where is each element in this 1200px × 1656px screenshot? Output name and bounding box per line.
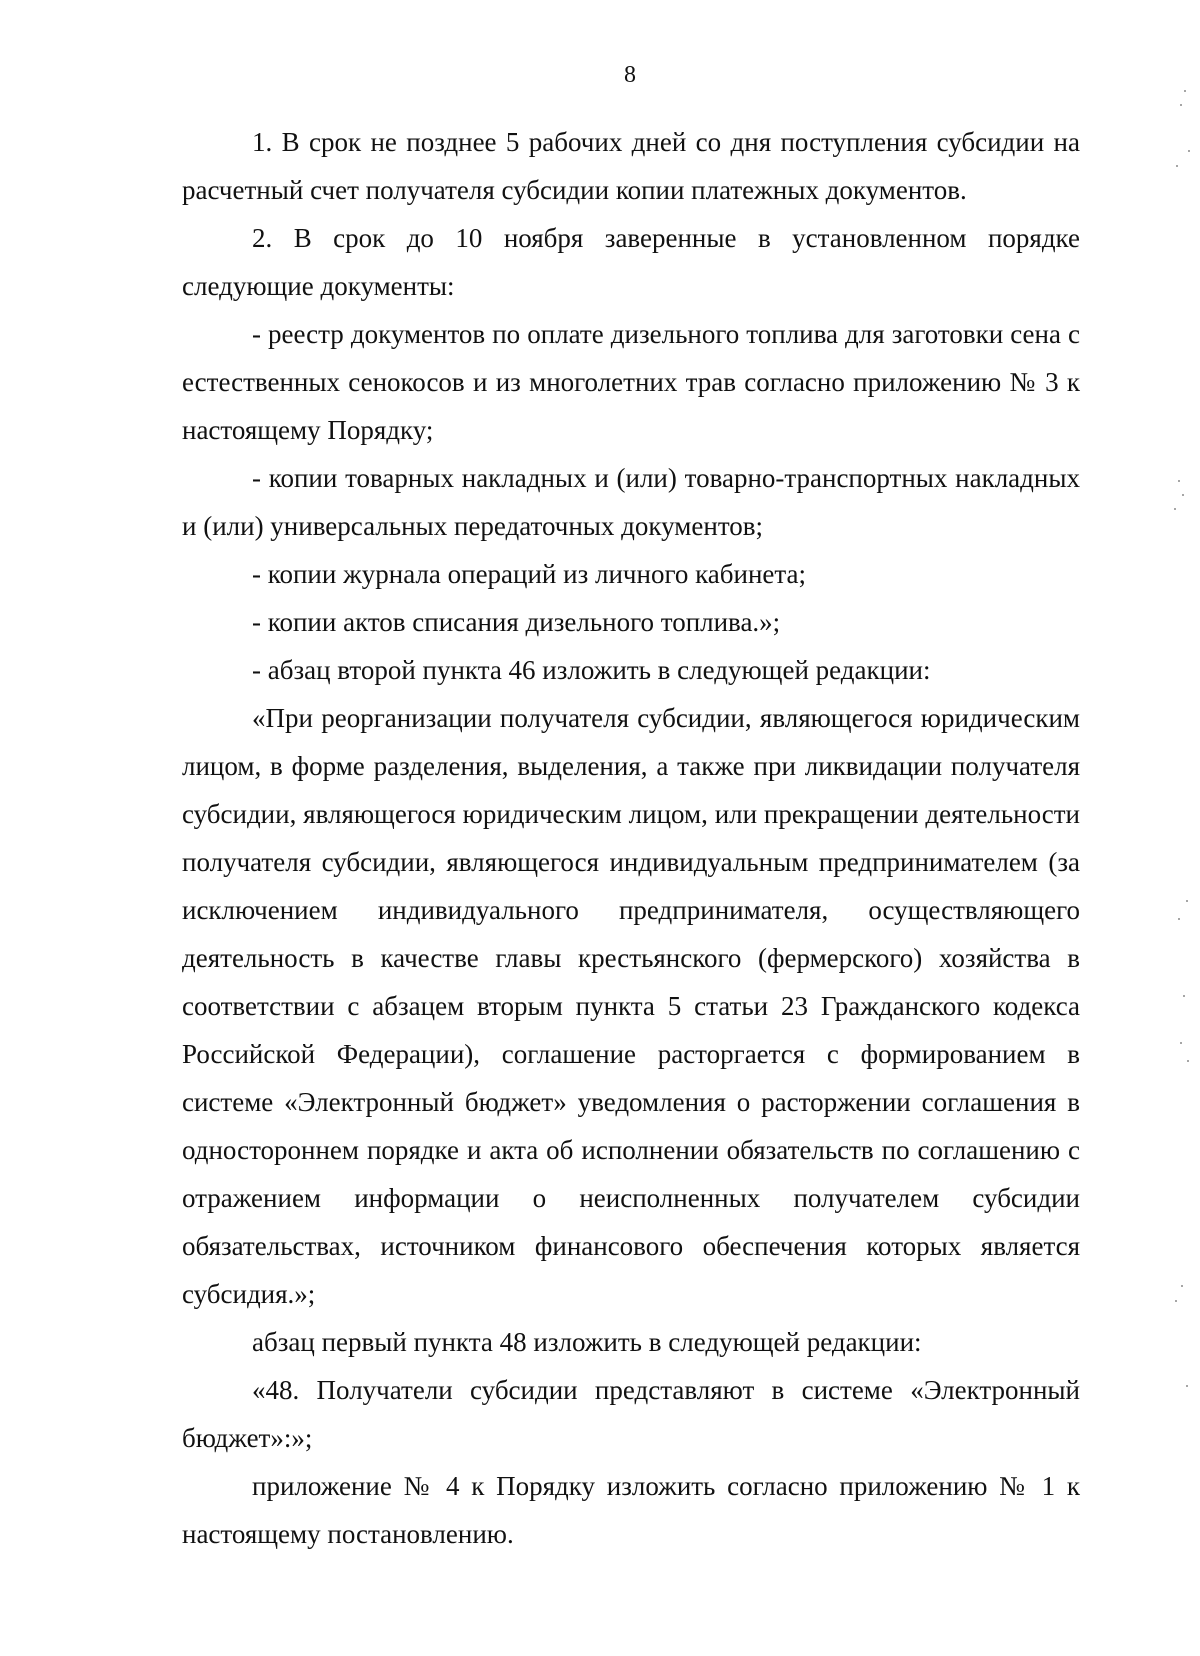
paragraph-1: 1. В срок не позднее 5 рабочих дней со дня поступления субсидии на расчетный счет получателя субсидии копии платежных документов. — [182, 127, 1080, 205]
paragraph-5: - копии журнала операций из личного кабинета; — [252, 559, 807, 589]
document-body — [182, 118, 1080, 1558]
paragraph-8: «При реорганизации получателя субсидии, являющегося юридическим лицом, в форме разделения, выделения, а также при ликвидации получателя субсидии, являющегося юридическим лицом, или прекращении деятельности получателя субсидии, являющегося индивидуальным предпринимателем (за исключением индивидуального предпринимателя, осуществляющего деятельность в качестве главы крестьянского (фермерского) хозяйства в соответствии с абзацем вторым пункта 5 статьи 23 Гражданского кодекса Российской Федерации), соглашение расторгается с формированием в системе «Электронный бюджет» уведомления о расторжении соглашения в одностороннем порядке и акта об исполнении обязательств по соглашению с отражением информации о неисполненных получателем субсидии обязательствах, источником финансового обеспечения которых является субсидия.»; — [182, 703, 1080, 1309]
page-number: 8 — [624, 62, 636, 88]
paragraph-7: - абзац второй пункта 46 изложить в следующей редакции: — [252, 655, 931, 685]
paragraph-9: абзац первый пункта 48 изложить в следующей редакции: — [252, 1327, 922, 1357]
paragraph-2: 2. В срок до 10 ноября заверенные в установленном порядке следующие документы: — [182, 223, 1080, 301]
scan-edge-noise — [1160, 0, 1200, 1656]
paragraph-4: - копии товарных накладных и (или) товарно-транспортных накладных и (или) универсальных передаточных документов; — [182, 463, 1080, 541]
paragraph-3: - реестр документов по оплате дизельного топлива для заготовки сена с естественных сенокосов и из многолетних трав согласно приложению № 3 к настоящему Порядку; — [182, 319, 1080, 445]
paragraph-10: «48. Получатели субсидии представляют в системе «Электронный бюджет»:»; — [182, 1375, 1080, 1453]
paragraph-6: - копии актов списания дизельного топлива.»; — [252, 607, 781, 637]
paragraph-11: приложение № 4 к Порядку изложить согласно приложению № 1 к настоящему постановлению. — [182, 1471, 1080, 1549]
